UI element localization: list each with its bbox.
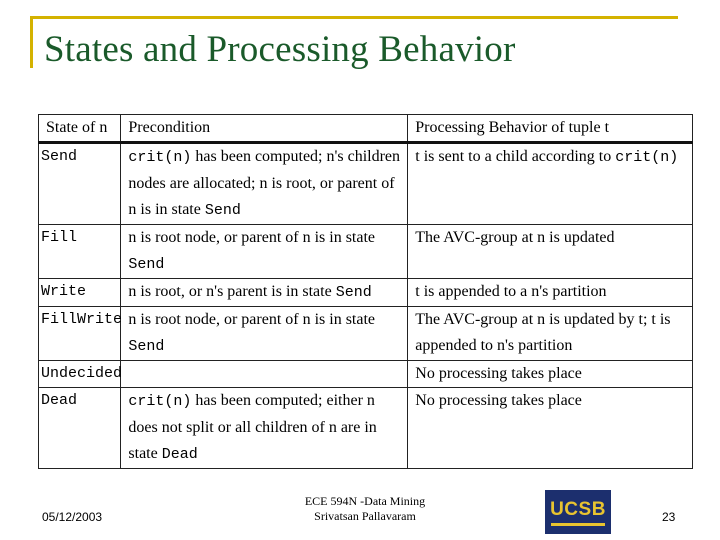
- footer-author: Srivatsan Pallavaram: [314, 509, 416, 523]
- code-text: crit(n): [128, 149, 192, 166]
- code-text: Send: [204, 202, 241, 219]
- header-state: State of n: [39, 115, 121, 143]
- table-row: [39, 225, 693, 279]
- code-text: Dead: [161, 446, 198, 463]
- logo-text: UCSB: [550, 498, 606, 520]
- code-text: crit(n): [615, 149, 679, 166]
- behavior-text: t is sent to a child according to: [415, 148, 616, 165]
- table-row: [39, 279, 693, 307]
- table-header-row: [39, 115, 693, 143]
- state-cell: Undecided: [39, 361, 121, 388]
- behavior-cell: t is appended to a n's partition: [408, 279, 693, 307]
- title-frame-left: [30, 16, 33, 68]
- page-number: 23: [662, 510, 676, 524]
- code-text: Send: [128, 256, 165, 273]
- precondition-cell: [121, 143, 408, 225]
- table-row: [39, 307, 693, 361]
- states-table: [38, 114, 693, 469]
- footer-course: ECE 594N -Data Mining: [304, 494, 426, 508]
- precondition-cell: [121, 361, 408, 388]
- code-text: Send: [128, 338, 165, 355]
- precondition-text: has been computed; n's children nodes are allocated; n is root, or parent of n is in state: [128, 148, 401, 218]
- precondition-cell: [121, 279, 408, 307]
- behavior-cell: No processing takes place: [408, 388, 693, 469]
- table-row: [39, 361, 693, 388]
- precondition-text: n is root, or n's parent is in state: [128, 283, 336, 300]
- state-cell: FillWrite: [39, 307, 121, 361]
- footer-date: 05/12/2003: [42, 510, 103, 524]
- header-behavior: Processing Behavior of tuple t: [408, 115, 693, 143]
- slide-title: States and Processing Behavior: [44, 29, 516, 70]
- behavior-cell: The AVC-group at n is updated by t; t is appended to n's partition: [408, 307, 693, 361]
- table-row: [39, 388, 693, 469]
- ucsb-logo: [545, 490, 611, 534]
- precondition-text: has been computed; either n does not split or all children of n are in state: [128, 392, 377, 462]
- state-cell: Write: [39, 279, 121, 307]
- behavior-cell: No processing takes place: [408, 361, 693, 388]
- precondition-cell: [121, 388, 408, 469]
- header-precondition: Precondition: [121, 115, 408, 143]
- logo-underline: [551, 523, 605, 526]
- behavior-cell: [408, 143, 693, 225]
- precondition-text: n is root node, or parent of n is in state: [128, 229, 376, 246]
- state-cell: Fill: [39, 225, 121, 279]
- footer-center: [265, 494, 465, 524]
- title-frame-top: [30, 16, 678, 19]
- behavior-cell: The AVC-group at n is updated: [408, 225, 693, 279]
- precondition-cell: [121, 225, 408, 279]
- code-text: crit(n): [128, 393, 192, 410]
- table-row: [39, 143, 693, 225]
- precondition-text: n is root node, or parent of n is in state: [128, 311, 376, 328]
- code-text: Send: [335, 284, 372, 301]
- state-cell: Dead: [39, 388, 121, 469]
- state-cell: Send: [39, 143, 121, 225]
- precondition-cell: [121, 307, 408, 361]
